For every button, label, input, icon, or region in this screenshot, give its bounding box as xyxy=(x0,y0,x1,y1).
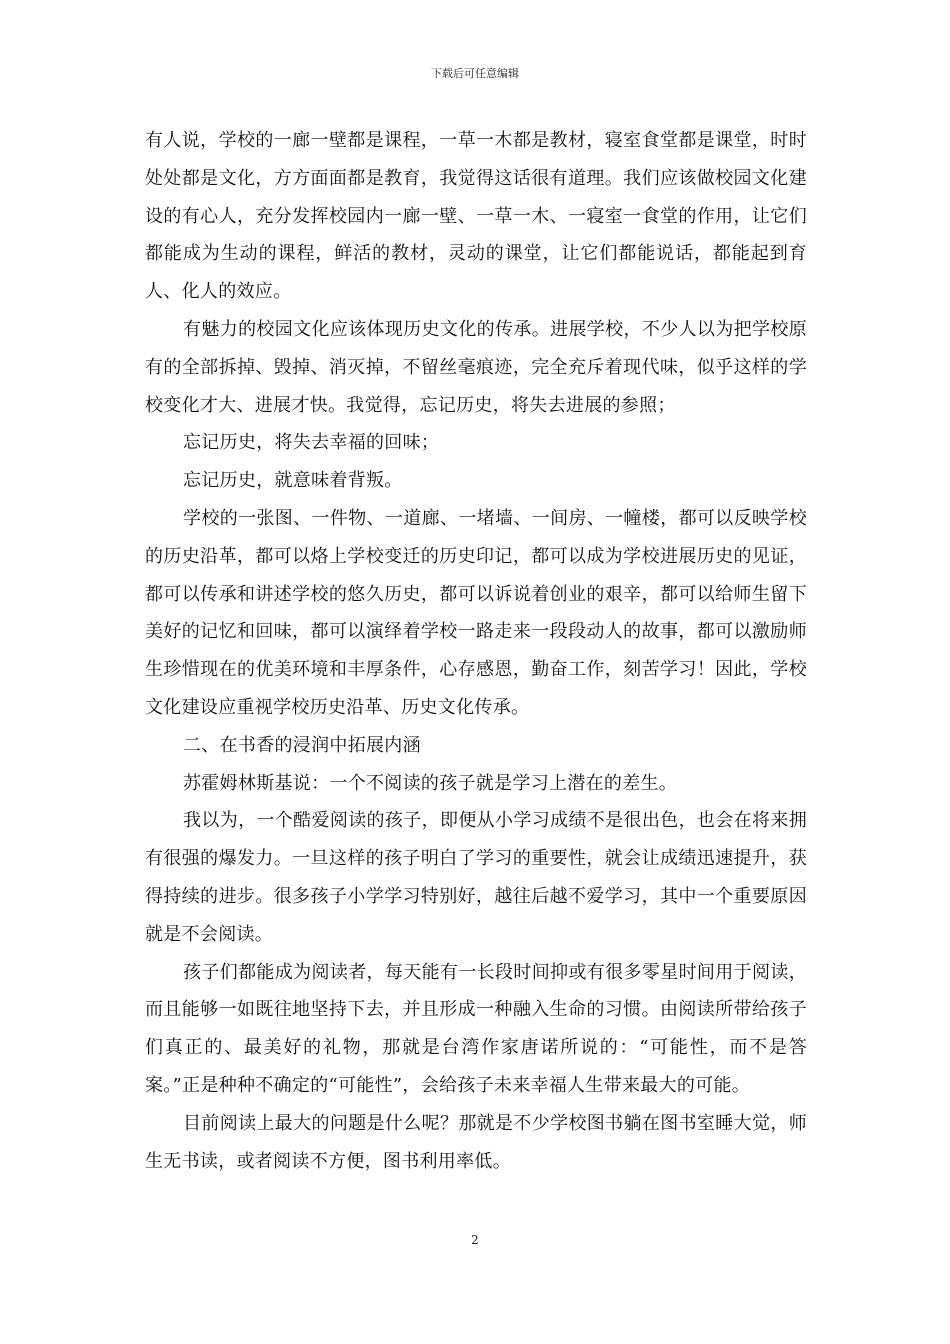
paragraph-7: 苏霍姆林斯基说：一个不阅读的孩子就是学习上潜在的差生。 xyxy=(183,772,678,794)
paragraph-10: 目前阅读上最大的问题是什么呢？那就是不少学校图书躺在图书室睡大觉，师生无书读，或者阅读不方便，图书利用率低。 xyxy=(145,1112,807,1172)
paragraph-9: 孩子们都能成为阅读者，每天能有一长段时间抑或有很多零星时间用于阅读，而且能够一如既往地坚持下去，并且形成一种融入生命的习惯。由阅读所带给孩子们真正的、最美好的礼物，那就是台湾作家唐诺所说的：“可能性，而不是答案。”正是种种不确定的“可能性”，会给孩子未来幸福人生带来最大的可能。 xyxy=(145,961,807,1096)
paragraph-1: 有人说，学校的一廊一壁都是课程，一草一木都是教材，寝室食堂都是课堂，时时处处都是文化，方方面面都是教育，我觉得这话很有道理。我们应该做校园文化建设的有心人，充分发挥校园内一廊一壁、一草一木、一寝室一食堂的作用，让它们都能成为生动的课程，鲜活的教材，灵动的课堂，让它们都能说话，都能起到育人、化人的效应。 xyxy=(145,130,807,303)
paragraph-3: 忘记历史，将失去幸福的回味； xyxy=(183,432,440,454)
paragraph-5: 学校的一张图、一件物、一道廊、一堵墙、一间房、一幢楼，都可以反映学校的历史沿革，都可以烙上学校变迁的历史印记，都可以成为学校进展历史的见证，都可以传承和讲述学校的悠久历史，都可以诉说着创业的艰辛，都可以给师生留下美好的记忆和回味，都可以演绎着学校一路走来一段段动人的故事，都可以激励师生珍惜现在的优美环境和丰厚条件，心存感恩，勤奋工作，刻苦学习！因此，学校文化建设应重视学校历史沿革、历史文化传承。 xyxy=(145,507,807,718)
paragraph-2: 有魅力的校园文化应该体现历史文化的传承。进展学校，不少人以为把学校原有的全部拆掉、毁掉、消灭掉，不留丝毫痕迹，完全充斥着现代味，似乎这样的学校变化才大、进展才快。我觉得，忘记历史，将失去进展的参照； xyxy=(145,318,807,416)
paragraph-8: 我以为，一个酷爱阅读的孩子，即便从小学习成绩不是很出色，也会在将来拥有很强的爆发力。一旦这样的孩子明白了学习的重要性，就会让成绩迅速提升，获得持续的进步。很多孩子小学学习特别好，越往后越不爱学习，其中一个重要原因就是不会阅读。 xyxy=(145,810,807,945)
page-header: 下载后可任意编辑 xyxy=(431,67,519,80)
page-number: 2 xyxy=(471,1233,479,1247)
paragraph-4: 忘记历史，就意味着背叛。 xyxy=(183,470,403,492)
document-body xyxy=(145,122,807,1180)
section-heading: 二、在书香的浸润中拓展内涵 xyxy=(183,734,421,756)
